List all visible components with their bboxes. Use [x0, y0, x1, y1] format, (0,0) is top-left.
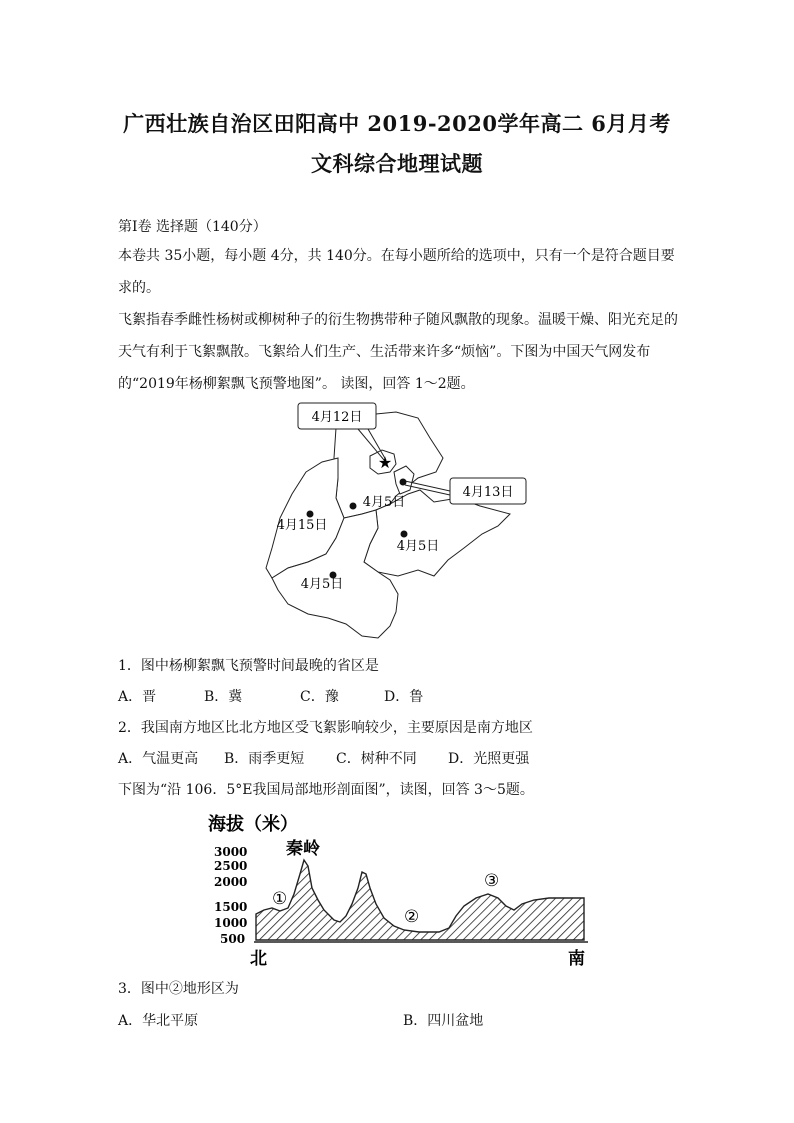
- map-label-beijing: 4月12日: [311, 410, 363, 425]
- terrain-profile-figure: [204, 808, 596, 970]
- ytick-1000: 1000: [214, 916, 248, 930]
- question-1-option-d: D．鲁: [384, 689, 424, 705]
- passage-2: 下图为“沿 106．5°E我国局部地形剖面图”，读图，回答 3～5题。: [118, 782, 534, 798]
- ytick-1500: 1500: [214, 900, 248, 914]
- ytick-500: 500: [220, 932, 246, 946]
- profile-south-label: 南: [568, 949, 585, 969]
- question-1-stem: 1．图中杨柳絮飘飞预警时间最晚的省区是: [118, 658, 379, 674]
- question-3-option-b: B．四川盆地: [403, 1013, 484, 1029]
- question-1-option-a: A．晋: [118, 689, 157, 705]
- profile-north-label: 北: [250, 949, 267, 969]
- profile-peak-label: 秦岭: [286, 839, 320, 859]
- shandong-dot: [401, 531, 408, 538]
- shanxi-dot: [307, 511, 314, 518]
- ytick-2500: 2500: [214, 859, 248, 873]
- section-heading: 第Ⅰ卷 选择题（140分）: [118, 219, 267, 235]
- profile-marker-3: ③: [484, 871, 500, 891]
- map-label-shanxi: 4月15日: [276, 518, 328, 533]
- ytick-3000: 3000: [214, 845, 248, 859]
- question-1-option-c: C．豫: [300, 689, 339, 705]
- star-icon: ★: [377, 453, 393, 472]
- map-label-hebei: 4月5日: [362, 495, 406, 510]
- hebei-dot: [350, 503, 357, 510]
- profile-marker-1: ①: [272, 889, 288, 909]
- question-2-option-a: A．气温更高: [118, 751, 199, 767]
- tianjin-dot: [400, 479, 407, 486]
- exam-title: 广西壮族自治区田阳高中 2019-2020学年高二 6月月考: [123, 111, 671, 136]
- map-label-henan: 4月5日: [300, 577, 344, 592]
- question-2-option-d: D．光照更强: [448, 751, 530, 767]
- question-2-option-b: B．雨季更短: [224, 751, 305, 767]
- question-2-option-c: C．树种不同: [336, 751, 417, 767]
- question-1-option-b: B．冀: [204, 689, 243, 705]
- question-2-stem: 2．我国南方地区比北方地区受飞絮影响较少，主要原因是南方地区: [118, 720, 533, 736]
- profile-marker-2: ②: [404, 907, 420, 927]
- map-label-tianjin: 4月13日: [462, 485, 514, 500]
- section-instructions: 本卷共 35小题，每小题 4分，共 140分。在每小题所给的选项中，只有一个是符合题目要求的。: [118, 248, 675, 296]
- terrain-silhouette: [256, 860, 584, 940]
- catkin-warning-map: [258, 398, 533, 644]
- map-label-shandong: 4月5日: [396, 539, 440, 554]
- exam-subtitle: 文科综合地理试题: [311, 151, 483, 176]
- profile-ylabel: 海拔（米）: [208, 814, 298, 835]
- ytick-2000: 2000: [214, 875, 248, 889]
- passage-1: 飞絮指春季雌性杨树或柳树种子的衍生物携带种子随风飘散的现象。温暖干燥、阳光充足的天气有利于飞絮飘散。飞絮给人们生产、生活带来许多“烦恼”。下图为中国天气网发布的“2019年杨柳絮飘飞预警地图”。 读图，回答 1～2题。: [118, 312, 678, 392]
- question-3-stem: 3．图中②地形区为: [118, 981, 239, 997]
- question-3-option-a: A．华北平原: [118, 1013, 199, 1029]
